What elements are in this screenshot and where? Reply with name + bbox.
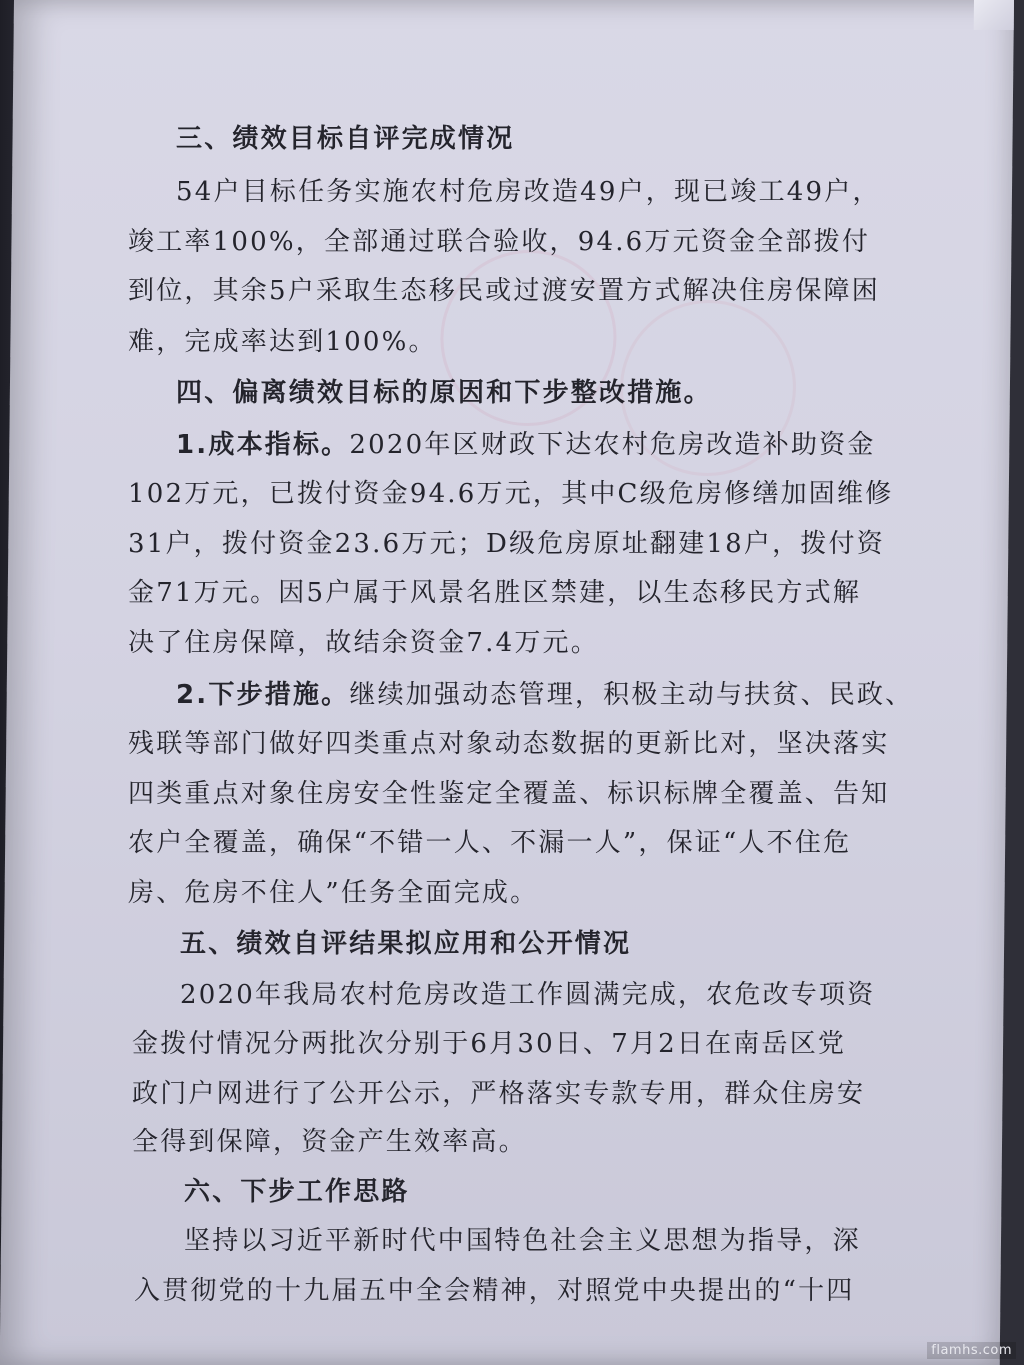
text-line: 房、危房不住人”任务全面完成。: [128, 878, 539, 908]
text-line: 全得到保障，资金产生效率高。: [132, 1127, 527, 1157]
paper-corner: [974, 0, 1014, 30]
text-line: 残联等部门做好四类重点对象动态数据的更新比对，坚决落实: [128, 729, 890, 759]
item-text: 2020年区财政下达农村危房改造补助资金: [349, 430, 876, 460]
item-lead: 1.成本指标。: [176, 430, 350, 460]
text-line: 农户全覆盖，确保“不错一人、不漏一人”，保证“人不住危: [128, 828, 852, 858]
text-line: 四类重点对象住房安全性鉴定全覆盖、标识标牌全覆盖、告知: [128, 779, 890, 809]
section-heading: 四、偏离绩效目标的原因和下步整改措施。: [176, 378, 712, 408]
section-heading: 五、绩效自评结果拟应用和公开情况: [180, 929, 632, 959]
text-line: 难，完成率达到100%。: [128, 327, 437, 357]
text-line: 金71万元。因5户属于风景名胜区禁建，以生态移民方式解: [128, 578, 862, 608]
text-line: 决了住房保障，故结余资金7.4万元。: [128, 628, 599, 658]
text-line: [176, 678, 913, 712]
section-heading: 三、绩效目标自评完成情况: [176, 124, 515, 154]
text-line: 到位，其余5户采取生态移民或过渡安置方式解决住房保障困: [128, 276, 880, 306]
text-line: 政门户网进行了公开公示，严格落实专款专用，群众住房安: [132, 1079, 866, 1109]
text-line: 54户目标任务实施农村危房改造49户，现已竣工49户，: [176, 177, 881, 207]
text-line: 金拨付情况分两批次分别于6月30日、7月2日在南岳区党: [132, 1029, 847, 1059]
text-line: 入贯彻党的十九届五中全会精神，对照党中央提出的“十四: [134, 1276, 855, 1306]
section-heading: 六、下步工作思路: [184, 1177, 410, 1207]
text-line: 竣工率100%，全部通过联合验收，94.6万元资金全部拨付: [128, 227, 871, 257]
text-line: 坚持以习近平新时代中国特色社会主义思想为指导，深: [184, 1226, 861, 1256]
text-line: 31户，拨付资金23.6万元；D级危房原址翻建18户，拨付资: [128, 529, 885, 559]
text-line: 2020年我局农村危房改造工作圆满完成，农危改专项资: [180, 980, 876, 1010]
text-line: 102万元，已拨付资金94.6万元，其中C级危房修缮加固维修: [128, 479, 894, 509]
site-watermark: flamhs.com: [927, 1342, 1016, 1359]
item-lead: 2.下步措施。: [176, 680, 350, 710]
text-line: [176, 428, 876, 462]
item-text: 继续加强动态管理，积极主动与扶贫、民政、: [349, 680, 914, 710]
